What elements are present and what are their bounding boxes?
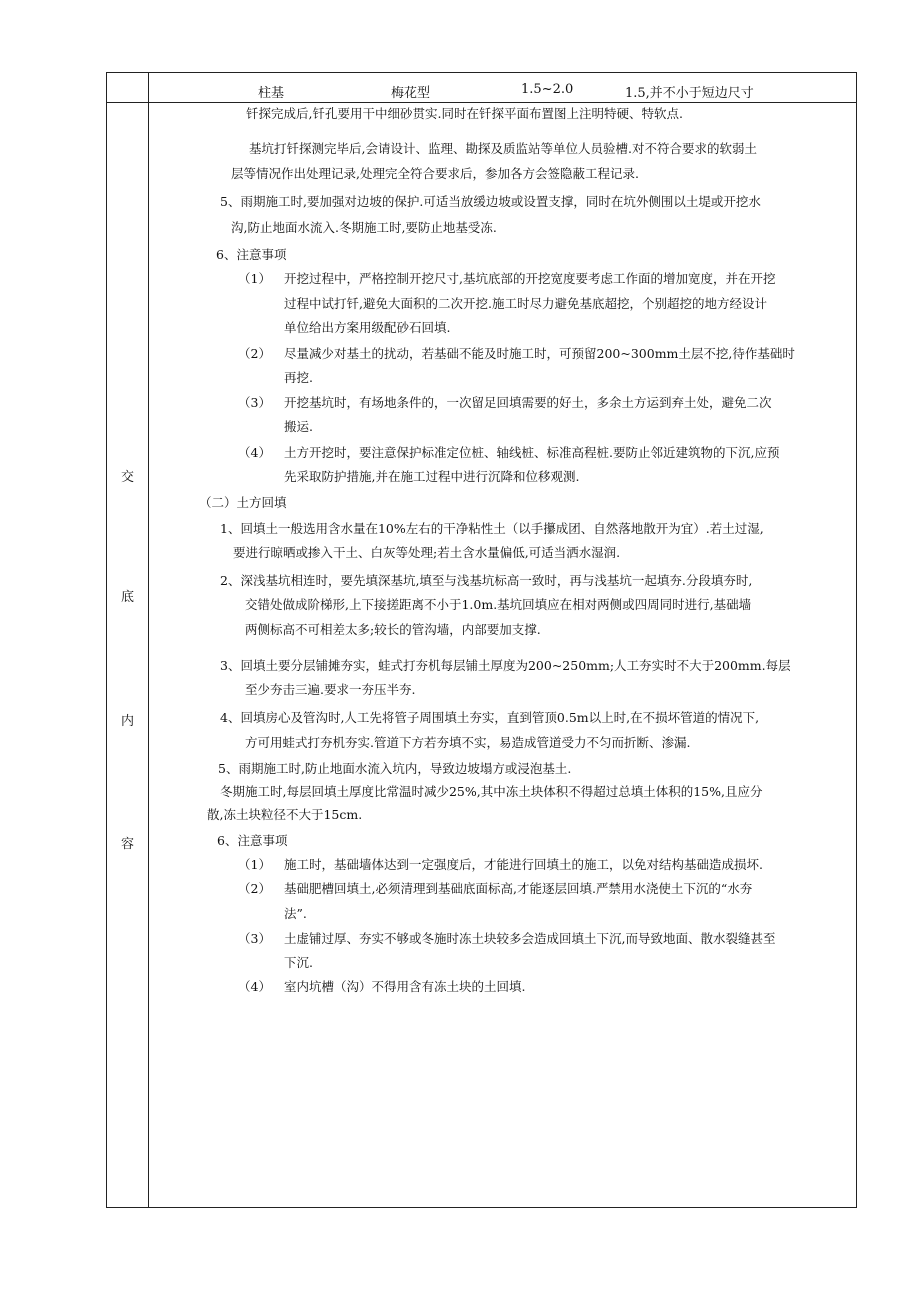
item-number: （3）	[238, 931, 271, 946]
item-number: （4）	[238, 979, 271, 994]
text-line: 冬期施工时,每层回填土厚度比常温时减少25%,其中冻土块体积不得超过总填土体积的15%,且应分	[220, 784, 763, 799]
text-line: 3、回填土要分层铺摊夯实，蛙式打夯机每层铺土厚度为200~250mm;人工夯实时不大于200mm.每层	[220, 658, 791, 673]
header-row	[149, 73, 856, 102]
side-label-char: 容	[120, 837, 134, 852]
header-cell-pattern: 梅花型	[391, 86, 431, 101]
text-line: 下沉.	[284, 955, 313, 970]
item-number: （1）	[238, 857, 271, 872]
text-line: 6、注意事项	[216, 247, 287, 262]
text-line: 法”.	[284, 906, 307, 921]
text-line: 散,冻土块粒径不大于15cm.	[207, 807, 363, 822]
text-line: 土虚铺过厚、夯实不够或冬施时冻土块较多会造成回填土下沉,而导致地面、散水裂缝甚至	[284, 931, 776, 946]
side-label-char: 交	[120, 470, 134, 485]
text-line: 5、雨期施工时,防止地面水流入坑内，导致边坡塌方或浸泡基土.	[218, 761, 572, 776]
document-table	[106, 72, 857, 1208]
text-line: 方可用蛙式打夯机夯实.管道下方若夯填不实，易造成管道受力不匀而折断、渗漏.	[245, 735, 691, 750]
text-line: 搬运.	[284, 419, 313, 434]
text-line: 过程中试打钎,避免大面积的二次开挖.施工时尽力避免基底超挖，个别超挖的地方经设计	[284, 296, 767, 311]
item-number: （1）	[238, 271, 271, 286]
text-line: 2、深浅基坑相连时，要先填深基坑,填至与浅基坑标高一致时，再与浅基坑一起填夯.分段填夯时,	[220, 573, 753, 588]
text-line: 要进行晾晒或掺入干土、白灰等处理;若土含水量偏低,可适当洒水湿润.	[233, 545, 621, 560]
text-line: 4、回填房心及管沟时,人工先将管子周围填土夯实，直到管顶0.5m以上时,在不损坏管道的情况下,	[220, 710, 760, 725]
text-line: 施工时，基础墙体达到一定强度后，才能进行回填土的施工，以免对结构基础造成损坏.	[284, 857, 763, 872]
text-line: 土方开挖时，要注意保护标准定位桩、轴线桩、标准高程桩.要防止邻近建筑物的下沉,应预	[284, 445, 780, 460]
section-heading: （二）土方回填	[199, 495, 287, 510]
text-line: 6、注意事项	[217, 833, 288, 848]
text-line: 两侧标高不可相差太多;较长的管沟墙，内部要加支撑.	[245, 622, 541, 637]
row-divider	[107, 102, 856, 103]
header-cell-range: 1.5~2.0	[521, 82, 574, 97]
text-line: 尽量减少对基土的扰动，若基础不能及时施工时，可预留200~300mm土层不挖,待作基础时	[284, 346, 795, 361]
text-line: 室内坑槽（沟）不得用含有冻土块的土回填.	[284, 979, 526, 994]
column-divider	[148, 73, 149, 1207]
text-line: 至少夯击三遍.要求一夯压半夯.	[245, 682, 416, 697]
item-number: （2）	[238, 346, 271, 361]
text-line: 先采取防护措施,并在施工过程中进行沉降和位移观测.	[284, 469, 580, 484]
text-line: 开挖过程中，严格控制开挖尺寸,基坑底部的开挖宽度要考虑工作面的增加宽度，并在开挖	[284, 271, 776, 286]
header-cell-type: 柱基	[258, 86, 285, 101]
text-line: 1、回填土一般选用含水量在10%左右的干净粘性土（以手攥成团、自然落地散开为宜）.若土过湿,	[220, 521, 764, 536]
text-line: 基础肥槽回填土,必须清理到基础底面标高,才能逐层回填.严禁用水浇使土下沉的“水夯	[284, 881, 753, 896]
text-line: 层等情况作出处理记录,处理完全符合要求后，参加各方会签隐蔽工程记录.	[231, 166, 639, 181]
text-line: 基坑打钎探测完毕后,会请设计、监理、勘探及质监站等单位人员验槽.对不符合要求的软弱土	[249, 141, 757, 156]
side-label-char: 底	[120, 590, 134, 605]
text-line: 开挖基坑时，有场地条件的，一次留足回填需要的好土，多余土方运到弃土处，避免二次	[284, 395, 772, 410]
text-line: 交错处做成阶梯形,上下接搓距离不小于1.0m.基坑回填应在相对两侧或四周同时进行,基础墙	[245, 597, 752, 612]
text-line: 再挖.	[284, 370, 313, 385]
text-line: 钎探完成后,钎孔要用干中细砂贯实.同时在钎探平面布置图上注明特硬、特软点.	[246, 106, 683, 121]
text-line: 单位给出方案用级配砂石回填.	[284, 320, 451, 335]
text-line: 沟,防止地面水流入.冬期施工时,要防止地基受冻.	[231, 220, 497, 235]
item-number: （2）	[238, 881, 271, 896]
side-label-char: 内	[120, 714, 134, 729]
item-number: （4）	[238, 445, 271, 460]
text-line: 5、雨期施工时,要加强对边坡的保护.可适当放缓边坡或设置支撑，同时在坑外侧围以土堤或开挖水	[220, 194, 761, 209]
item-number: （3）	[238, 395, 271, 410]
header-cell-note: 1.5,并不小于短边尺寸	[625, 86, 754, 101]
